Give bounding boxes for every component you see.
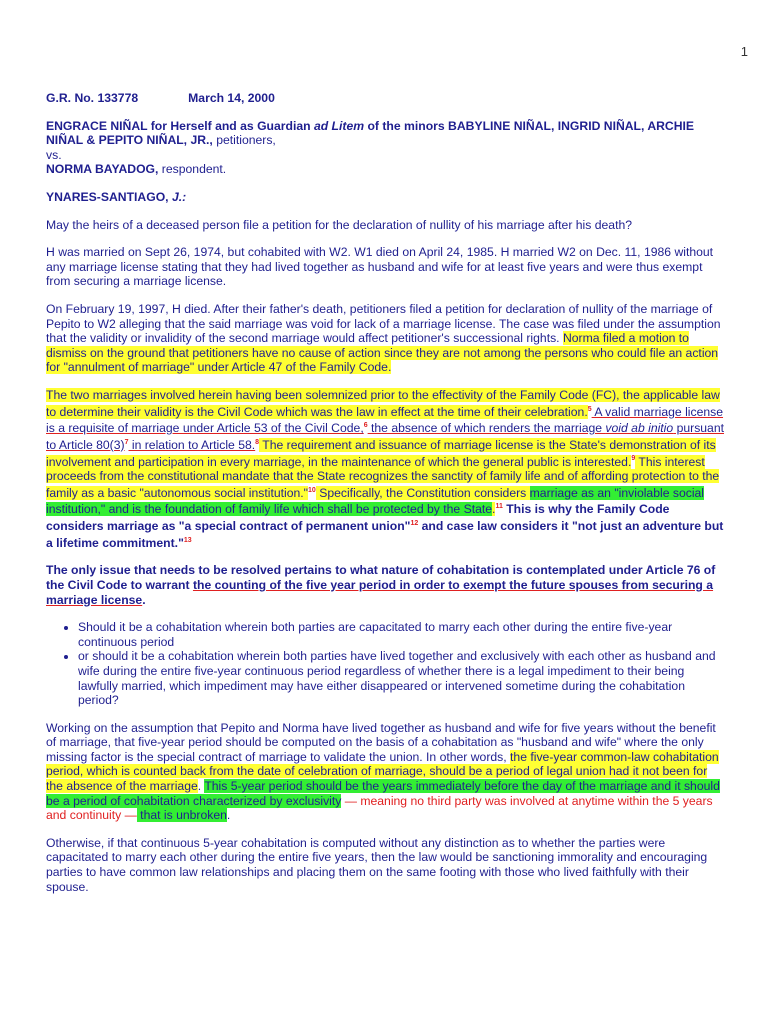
issue-paragraph [46, 563, 724, 607]
p4-underline-2: the absence of which renders the marriage [367, 421, 606, 436]
list-item: • or should it be a cohabitation wherein both parties have lived together and exclusively with each other as husband and wife during the entire five-year continuous period regardless of whether there is a legal impediment to their being lawfully married, which impediment may have either disappeared or intervened sometime during the cohabitation period? [78, 649, 724, 707]
p6-green: This 5-year period should be the years immediately before the day of the marriage and it should be a period of cohabitation characterized by exclusivity [46, 779, 720, 808]
paragraph-civil-code [46, 388, 724, 550]
p4-green-highlight: marriage as an "inviolable social institution," and is the foundation of family life which shall be protected by the State [46, 485, 705, 517]
footnote-8[interactable]: 8 [255, 438, 260, 446]
p4-highlight-3: This interest proceeds from the constitutional mandate that the State recognizes the sanctity of family life and of affording protection to the family as a basic "autonomous social institution." [46, 454, 720, 500]
p4-bold-2: and case law considers it "not just an adventure but a lifetime commitment." [46, 519, 724, 550]
respondent-name: NORMA BAYADOG, [46, 162, 159, 177]
footnote-6[interactable]: 6 [363, 422, 368, 430]
p4-highlight-1: The two marriages involved herein having been solemnized prior to the effectivity of the Family Code (FC), the applicable law to determine their validity is the Civil Code which was the law in effect at the time of their celebration. [46, 387, 720, 419]
footnote-13[interactable]: 13 [183, 536, 192, 544]
footnote-9[interactable]: 9 [631, 455, 636, 463]
issue-underline: the counting of the five year period in order to exempt the future spouses from securing a marriage license [46, 577, 714, 607]
paragraph-conclusion: Otherwise, if that continuous 5-year cohabitation is computed without any distinction as to whether the parties were capacitated to marry each other during the entire five years, then the law would be sanctioning immorality and encouraging parties to have common law relationships and placing them on the same footing with those who lived faithfully with their spouse. [46, 835, 708, 894]
p4-underline-1: A valid marriage license is a requisite of marriage under Article 53 of the Civil Code, [46, 404, 724, 436]
p4-underline-4: in relation to Article 58. [128, 437, 256, 452]
respondent-role: respondent. [158, 162, 227, 177]
footnote-7[interactable]: 7 [124, 438, 129, 446]
ponente-name: YNARES-SANTIAGO, [46, 189, 172, 204]
void-ab-initio: void ab initio [605, 421, 674, 436]
petitioners-text: ENGRACE NIÑAL for Herself and as Guardian [46, 118, 314, 133]
p6-text: Working on the assumption that Pepito and Norma have lived together as husband and wife for five years without the benefit of marriage, that five-year period should be computed on the basis of a cohabitation as "husband and wife" where the only missing factor is the special contract of marriage to validate the union. In other words, [46, 720, 716, 764]
p6-dot: . [197, 779, 205, 794]
petitioners-role: petitioners, [212, 133, 276, 148]
paragraph-procedural [46, 302, 724, 375]
paragraph-assumption [46, 721, 724, 823]
petitioners-names: of the minors BABYLINE NIÑAL, INGRID NIÑAL, ARCHIE NIÑAL & PEPITO NIÑAL, JR., [46, 118, 695, 148]
page-number: 1 [740, 44, 748, 59]
bullet-list [46, 620, 724, 708]
gr-number: G.R. No. 133778 [46, 91, 139, 105]
p6-end: . [226, 808, 231, 823]
facts-paragraph: H was married on Sept 26, 1974, but cohabited with W2. W1 died on April 24, 1985. H married W2 on Dec. 11, 1986 without any marriage license stating that they had lived together as husband and wife for at least five years and were thus exempt from securing a marriage license. [46, 245, 714, 289]
list-item: • Should it be a cohabitation wherein both parties are capacitated to marry each other during the entire five-year continuous period [78, 620, 724, 649]
issue-end: . [142, 592, 146, 607]
p4-highlight-2: The requirement and issuance of marriage license is the State's demonstration of its involvement and participation in every marriage, in the maintenance of which the general public is interested. [46, 437, 716, 469]
p3-highlight: Norma filed a motion to dismiss on the ground that petitioners have no cause of action since they are not among the persons who could file an action for "annulment of marriage" under Article 47 of the Family Code. [46, 331, 719, 375]
issue-text: The only issue that needs to be resolved pertains to what nature of cohabitation is contemplated under Article 76 of the Civil Code to warrant [46, 563, 716, 592]
case-date: March 14, 2000 [188, 91, 275, 105]
ponente-j: J.: [171, 189, 187, 204]
ad-litem: ad Litem [313, 118, 365, 133]
footnote-5[interactable]: 5 [587, 405, 592, 413]
footnote-12[interactable]: 12 [410, 520, 419, 528]
p4-highlight-4: Specifically, the Constitution considers [315, 485, 530, 500]
case-parties [46, 119, 724, 177]
footnote-11[interactable]: 11 [495, 503, 503, 511]
p6-green-2: that is unbroken [136, 808, 227, 823]
p4-bold-1: This is why the Family Code considers marriage as "a special contract of permanent union" [46, 502, 670, 534]
p4-underline-3: pursuant to Article 80(3) [46, 421, 725, 452]
versus: vs. [46, 147, 62, 162]
p6-highlight: the five-year common-law cohabitation period, which is counted back from the date of celebration of marriage, should be a period of legal union had it not been for the absence of the marriage [46, 749, 719, 794]
case-header [46, 91, 724, 106]
p6-red-note: — meaning no third party was involved at anytime within the 5 years and continuity — [46, 793, 713, 823]
p4-highlight-5: . [492, 502, 496, 517]
footnote-10[interactable]: 10 [308, 486, 316, 494]
document-body [46, 91, 724, 907]
ponente [46, 190, 724, 205]
p3-text: On February 19, 1997, H died. After their father's death, petitioners filed a petition for declaration of nullity of the marriage of Pepito to W2 alleging that the said marriage was void for lack of a marriage license. The case was filed under the assumption that the validity or invalidity of the second marriage would affect petitioner's successional rights. [46, 301, 721, 346]
issue-question: May the heirs of a deceased person file a petition for the declaration of nullity of his marriage after his death? [46, 217, 633, 232]
